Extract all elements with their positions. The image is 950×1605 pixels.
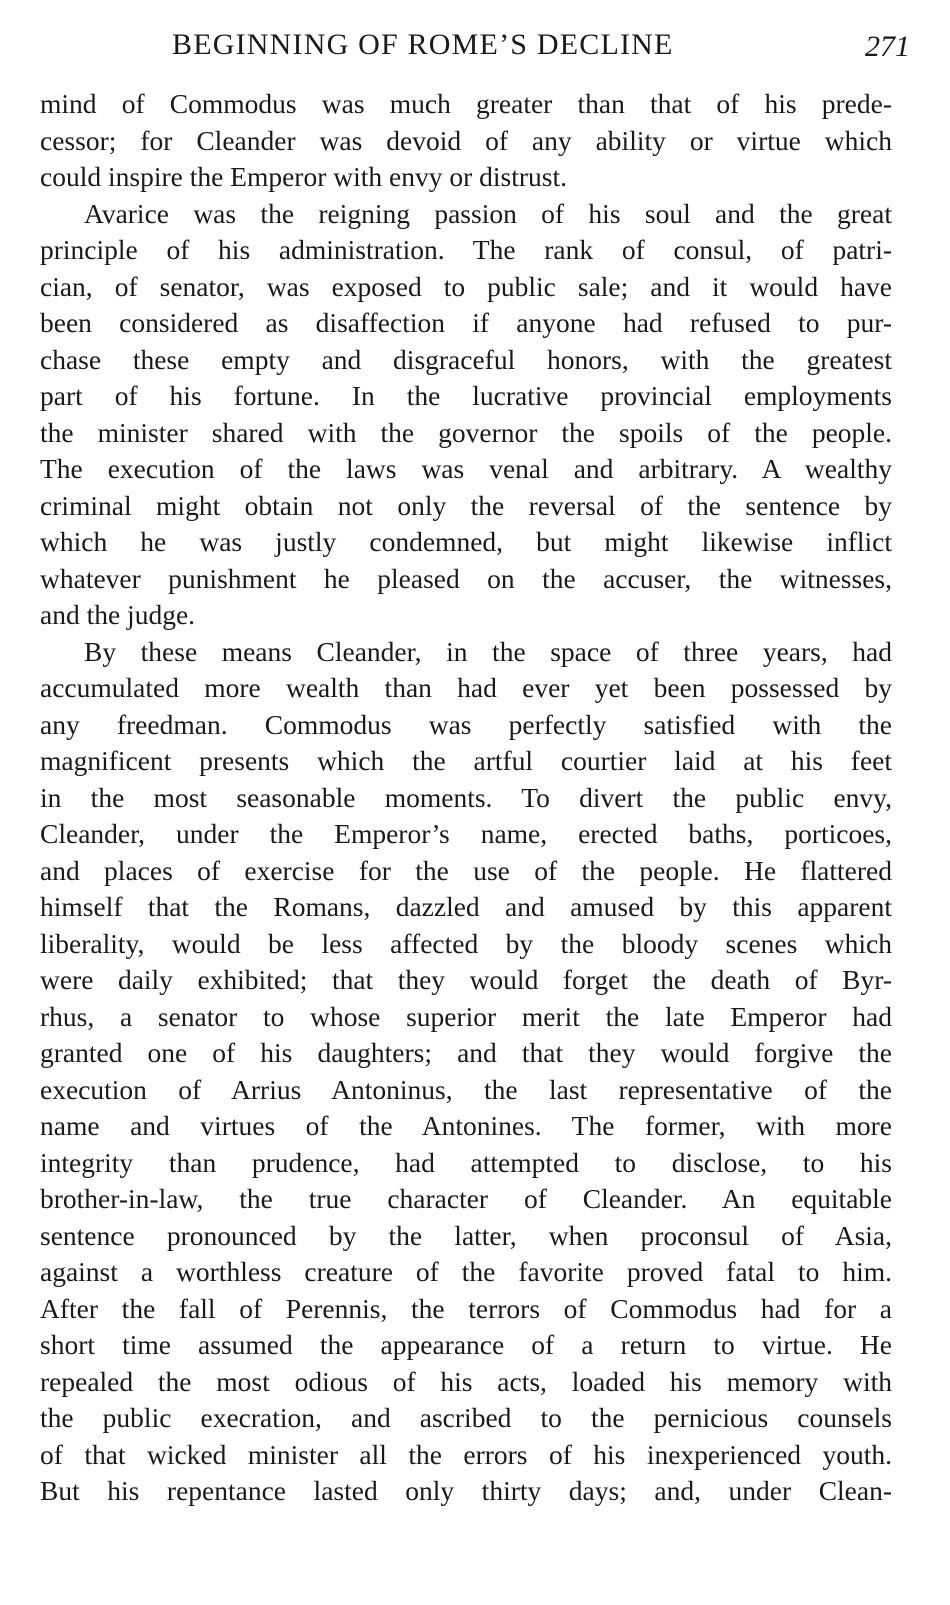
page-number: 271 [865, 30, 910, 63]
text-line: mind of Commodus was much greater than that of his prede- [40, 88, 892, 119]
text-line: sentence pronounced by the latter, when proconsul of Asia, [40, 1219, 892, 1251]
text-line: part of his fortune. In the lucrative provincial employments [40, 380, 892, 411]
text-line: in the most seasonable moments. To divert the public envy, [40, 781, 892, 813]
text-line: integrity than prudence, had attempted to disclose, to his [40, 1146, 892, 1178]
text-line: Cleander, under the Emperor’s name, erected baths, porticoes, [40, 818, 892, 849]
text-line: repealed the most odious of his acts, loaded his memory with [40, 1365, 892, 1397]
text-line: cian, of senator, was exposed to public sale; and it would have [40, 270, 892, 302]
text-line: granted one of his daughters; and that they would forgive the [40, 1037, 892, 1068]
text-line: After the fall of Perennis, the terrors of Commodus had for a [40, 1292, 892, 1324]
text-line: the public execration, and ascribed to the pernicious counsels [40, 1402, 892, 1433]
text-line: accumulated more wealth than had ever yet been possessed by [40, 672, 892, 703]
text-line: been considered as disaffection if anyone had refused to pur- [40, 307, 892, 338]
text-line: which he was justly condemned, but might likewise inflict [40, 526, 892, 557]
text-line: rhus, a senator to whose superior merit the late Emperor had [40, 1000, 892, 1032]
text-line: But his repentance lasted only thirty days; and, under Clean- [40, 1475, 892, 1506]
text-line: principle of his administration. The rank of consul, of patri- [40, 234, 892, 265]
text-line: criminal might obtain not only the reversal of the sentence by [40, 489, 892, 521]
text-line: execution of Arrius Antoninus, the last representative of the [40, 1073, 892, 1105]
text-line: short time assumed the appearance of a return to virtue. He [40, 1329, 892, 1360]
text-line: liberality, would be less affected by the bloody scenes which [40, 927, 892, 959]
body-text [40, 86, 892, 1510]
running-head [40, 22, 910, 68]
text-line: the minister shared with the governor the spoils of the people. [40, 416, 892, 448]
text-line: and places of exercise for the use of the people. He flattered [40, 854, 892, 886]
text-line: Avarice was the reigning passion of his soul and the great [84, 197, 892, 229]
text-line: were daily exhibited; that they would forget the death of Byr- [40, 964, 892, 995]
text-line: By these means Cleander, in the space of three years, had [84, 635, 892, 667]
text-line: himself that the Romans, dazzled and amused by this apparent [40, 891, 892, 922]
text-line: brother-in-law, the true character of Cleander. An equitable [40, 1183, 892, 1214]
text-line: whatever punishment he pleased on the accuser, the witnesses, [40, 562, 892, 594]
text-line: chase these empty and disgraceful honors, with the greatest [40, 343, 892, 375]
text-line: cessor; for Cleander was devoid of any ability or virtue which [40, 124, 892, 156]
text-line: name and virtues of the Antonines. The former, with more [40, 1110, 892, 1141]
text-line: The execution of the laws was venal and arbitrary. A wealthy [40, 453, 892, 484]
text-line: of that wicked minister all the errors of his inexperienced youth. [40, 1438, 892, 1470]
chapter-title: BEGINNING OF ROME’S DECLINE [172, 28, 674, 61]
text-line: could inspire the Emperor with envy or distrust. [40, 161, 567, 192]
text-line: magnificent presents which the artful courtier laid at his feet [40, 745, 892, 776]
text-line: any freedman. Commodus was perfectly satisfied with the [40, 708, 892, 740]
text-line: and the judge. [40, 599, 196, 630]
text-line: against a worthless creature of the favorite proved fatal to him. [40, 1256, 892, 1287]
